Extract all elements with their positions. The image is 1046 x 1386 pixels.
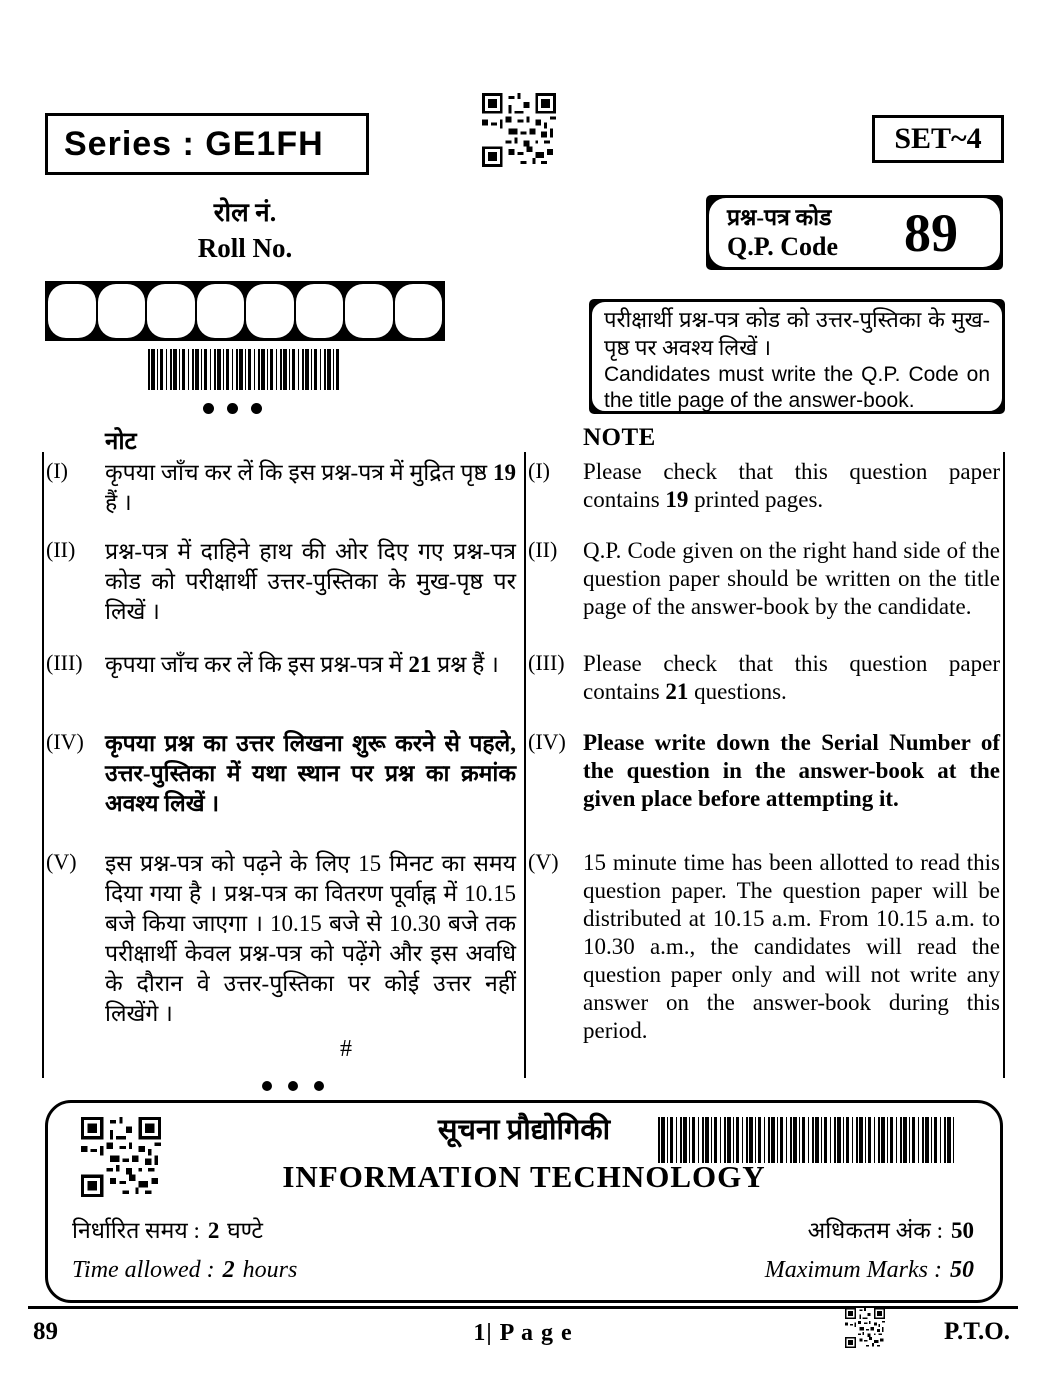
note-item-text-english: Please check that this question paper contains 19 printed pages. [583, 459, 1000, 512]
subject-title-hindi: सूचना प्रौद्योगिकी [437, 1114, 611, 1146]
note-item-number: (I) [528, 458, 550, 483]
pto-label: P.T.O. [944, 1318, 1010, 1345]
note-row [42, 650, 1004, 729]
footer-qp-code: 89 [33, 1318, 58, 1345]
barcode [148, 349, 340, 390]
note-row [42, 729, 1004, 849]
separator-dots [203, 403, 262, 414]
separator-dots [262, 1081, 324, 1091]
hash-mark: # [340, 1036, 352, 1062]
note-item-text-english: Please check that this question paper contains 21 questions. [583, 651, 1000, 704]
qr-code [482, 92, 556, 168]
barcode [658, 1117, 954, 1163]
maximum-marks-english: Maximum Marks : 50 [764, 1257, 974, 1283]
note-item-text-hindi: प्रश्न-पत्र में दाहिने हाथ की ओर दिए गए प्रश्न-पत्र कोड को परीक्षार्थी उत्तर-पुस्तिका के मुख-पृष्ठ पर लिखें । [105, 539, 516, 624]
table-column-divider [524, 452, 526, 1078]
dot [203, 403, 214, 414]
roll-digit-box [345, 284, 393, 338]
roll-number-label-english: Roll No. [197, 233, 293, 263]
footer-page-number: 1| P a g e [473, 1320, 573, 1346]
note-item-number: (V) [528, 849, 559, 874]
roll-digit-box [246, 284, 294, 338]
roll-digit-box [147, 284, 195, 338]
time-allowed-hindi: निर्धारित समय : 2 घण्टे [72, 1218, 263, 1243]
maximum-marks-hindi: अधिकतम अंक : 50 [807, 1218, 974, 1243]
dot [262, 1081, 272, 1091]
notes-heading-english: NOTE [583, 424, 656, 451]
qp-code-label-english: Q.P. Code [727, 231, 838, 261]
note-item-text-english: Please write down the Serial Number of the question in the answer-book at the given place before attempting it. [583, 730, 1000, 811]
time-allowed-english: Time allowed : 2 hours [72, 1257, 298, 1283]
roll-digit-box [48, 284, 96, 338]
note-item-text-english: 15 minute time has been allotted to read this question paper. The question paper will be distributed at 10.15 a.m. From 10.15 a.m. to 10.30 a.m., the candidates will read the question paper only and will not write any answer on the answer-book during this period. [583, 850, 1000, 1043]
roll-digit-box [197, 284, 245, 338]
note-row [42, 458, 1004, 537]
subject-title-english: INFORMATION TECHNOLOGY [282, 1159, 766, 1194]
subject-info-box [45, 1100, 1003, 1303]
candidates-notice-box [589, 299, 1005, 414]
notes-section [42, 424, 1004, 1078]
qr-code [845, 1308, 885, 1348]
note-item-number: (I) [46, 458, 68, 483]
note-item-number: (III) [46, 650, 83, 675]
roll-number-label-hindi: रोल नं. [213, 198, 277, 227]
table-border-left [42, 452, 44, 1078]
note-row [42, 849, 1004, 1078]
series-box: Series : GE1FH [45, 113, 369, 175]
dot [251, 403, 262, 414]
dot [288, 1081, 298, 1091]
roll-digit-box [395, 284, 443, 338]
note-item-text-english: Q.P. Code given on the right hand side of the question paper should be written on the title page of the answer-book by the candidate. [583, 538, 1000, 619]
candidates-notice-english: Candidates must write the Q.P. Code on the title page of the answer-book. [604, 363, 990, 412]
notes-heading-hindi: नोट [105, 429, 137, 455]
set-number-box: SET~4 [872, 115, 1004, 163]
note-item-text-hindi: इस प्रश्न-पत्र को पढ़ने के लिए 15 मिनट का समय दिया गया है । प्रश्न-पत्र का वितरण पूर्वाह्न में 10.15 बजे किया जाएगा । 10.15 बजे से 10.30 बजे तक परीक्षार्थी केवल प्रश्न-पत्र को पढ़ेंगे और इस अवधि के दौरान वे उत्तर-पुस्तिका पर कोई उत्तर नहीं लिखेंगे । [105, 851, 516, 1026]
roll-digit-box [98, 284, 146, 338]
note-item-number: (II) [528, 537, 558, 562]
qp-code-label-hindi: प्रश्न-पत्र कोड [727, 204, 832, 230]
note-item-text-hindi: कृपया प्रश्न का उत्तर लिखना शुरू करने से पहले, उत्तर-पुस्तिका में यथा स्थान पर प्रश्न का क्रमांक अवश्य लिखें । [105, 731, 516, 816]
qp-code-value: 89 [904, 202, 958, 263]
note-row [42, 537, 1004, 650]
candidates-notice-hindi: परीक्षार्थी प्रश्न-पत्र कोड को उत्तर-पुस्तिका के मुख-पृष्ठ पर अवश्य लिखें । [604, 307, 990, 360]
roll-number-boxes [45, 281, 445, 341]
dot [314, 1081, 324, 1091]
dot [227, 403, 238, 414]
note-item-number: (II) [46, 537, 76, 562]
note-item-number: (IV) [528, 729, 566, 754]
note-item-text-hindi: कृपया जाँच कर लें कि इस प्रश्न-पत्र में 21 प्रश्न हैं । [105, 652, 499, 677]
note-item-number: (V) [46, 849, 77, 874]
roll-digit-box [296, 284, 344, 338]
note-item-number: (III) [528, 650, 565, 675]
note-item-number: (IV) [46, 729, 84, 754]
table-border-right [1003, 452, 1005, 1078]
note-item-text-hindi: कृपया जाँच कर लें कि इस प्रश्न-पत्र में मुद्रित पृष्ठ 19 हैं । [105, 460, 516, 515]
qp-code-box [706, 195, 1003, 270]
